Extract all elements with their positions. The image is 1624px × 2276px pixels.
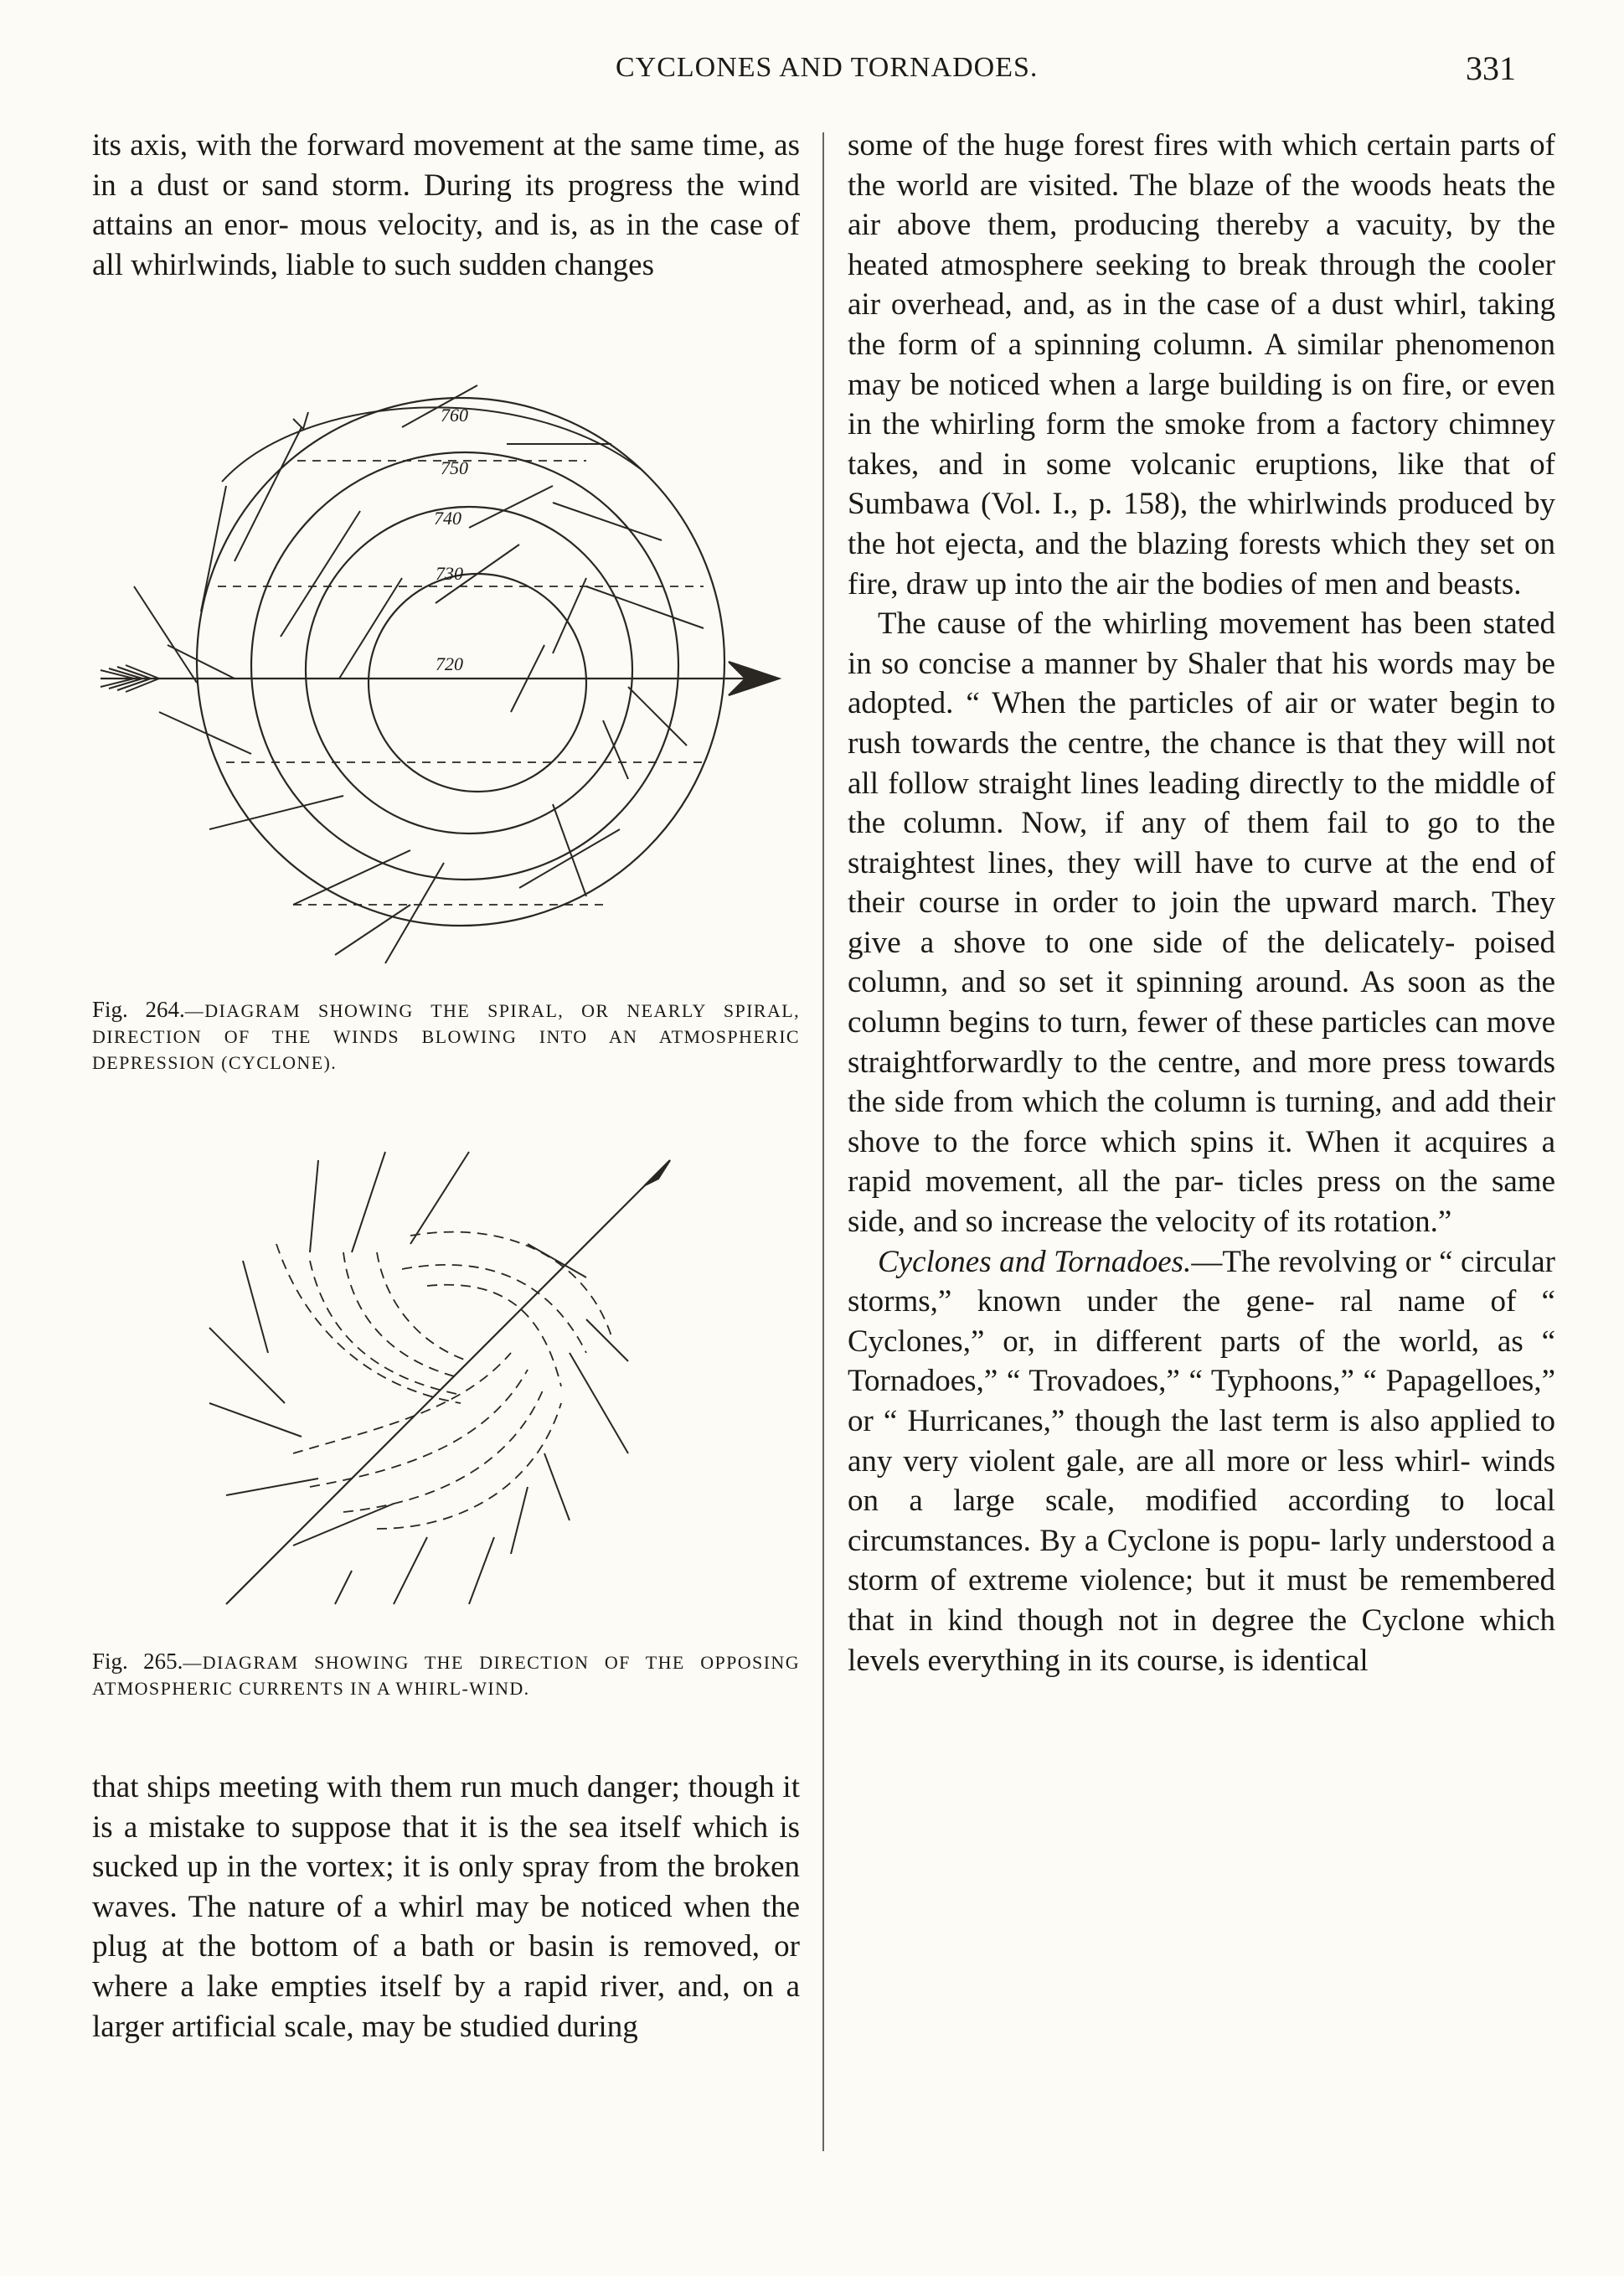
text-line: their shove to the force which spins it. When xyxy=(848,1085,1555,1159)
figure-264-caption xyxy=(92,997,800,1076)
text-line: some of the huge forest fires with which xyxy=(848,128,1367,163)
text-line: order to join the upward march. They xyxy=(1052,885,1555,921)
caption-text: —DIAGRAM SHOWING THE DIRECTION OF THE OPPOSING ATMOSPHERIC CURRENTS IN A WHIRL-WIND. xyxy=(92,1652,800,1699)
running-head xyxy=(0,49,1624,94)
isobar-label: 740 xyxy=(434,508,461,529)
left-top-paragraph xyxy=(92,126,800,285)
text-line: of these particles can move straightforwardly xyxy=(848,1005,1555,1080)
isobar-740 xyxy=(251,452,678,880)
figure-265-caption xyxy=(92,1649,800,1701)
left-column-top-text xyxy=(92,126,800,285)
section-heading-cyclones: Cyclones and Tornadoes. xyxy=(878,1244,1192,1279)
text-line: on fire, draw up into the air the bodies of xyxy=(848,526,1556,601)
text-line: The cause of the whirling movement has xyxy=(878,606,1414,642)
text-line: been stated in so concise a manner by Shaler xyxy=(848,606,1555,681)
text-line: middle of the column. Now, if any of them xyxy=(848,766,1555,841)
text-line: of the world, as “ Tornadoes,” “ Trovadoes,” xyxy=(848,1324,1555,1399)
text-line: in the vortex; it is only spray from the xyxy=(226,1850,714,1885)
text-line: but it must be remembered that in kind xyxy=(848,1563,1555,1638)
isobar-730 xyxy=(306,507,632,834)
text-line: the centre, the chance is that they will not all xyxy=(848,725,1555,801)
text-line: column. A similar phenomenon may be xyxy=(848,327,1556,402)
text-line: follow straight lines leading directly to the xyxy=(888,766,1435,801)
text-line: a factory chimney takes, and in some volcanic xyxy=(848,407,1556,482)
text-line: “ Typhoons,” “ Papagelloes,” or “ Hurricanes,” xyxy=(848,1364,1555,1438)
text-line: particles of air or water begin to rush towards xyxy=(848,686,1555,761)
text-line: to the centre, and more press towards the side xyxy=(848,1045,1555,1120)
text-line: give a shove to one side of the delicately- xyxy=(848,925,1475,960)
figure-265-whirlwind-diagram xyxy=(193,1135,712,1629)
right-paragraph-2 xyxy=(848,604,1555,1242)
running-title: CYCLONES AND TORNADOES. xyxy=(616,52,1039,83)
column-divider xyxy=(822,132,824,2151)
cyclone-isobar-diagram xyxy=(84,360,821,997)
text-line: certain parts of the world are visited. The xyxy=(848,128,1555,203)
caption-lead: Fig. 265. xyxy=(92,1649,183,1674)
text-line: local circumstances. By a Cyclone is popu- xyxy=(848,1484,1555,1558)
text-line: As soon as the column begins to turn, fewer xyxy=(848,965,1556,1040)
caption-lead: Fig. 264. xyxy=(92,997,185,1022)
text-line: larly understood a storm of extreme violence; xyxy=(848,1523,1555,1598)
text-line: dust whirl, taking the form of a spinning xyxy=(848,287,1556,362)
text-line: producing thereby a vacuity, by the heated xyxy=(848,208,1555,282)
text-line: —The revolving xyxy=(1191,1244,1405,1279)
text-line: its axis, with the forward movement at xyxy=(92,128,584,163)
right-paragraph-1 xyxy=(848,126,1555,604)
text-line: even in the whirling form the smoke from xyxy=(848,367,1555,442)
text-line: men and beasts. xyxy=(1324,566,1522,601)
text-line: blaze of the woods heats the air above them, xyxy=(848,168,1555,243)
left-column-bottom-text xyxy=(92,1768,800,2046)
text-line: that it is the sea itself which is sucked up xyxy=(92,1809,801,1885)
text-line: empties itself by a rapid river, and, on a xyxy=(271,1969,801,2004)
text-line: very violent gale, are all more or less whirl- xyxy=(903,1443,1482,1479)
text-line: danger; though it is a mistake to suppose xyxy=(92,1770,800,1845)
text-line: broken waves. The nature of a whirl may be xyxy=(92,1850,800,1924)
isobar-label: 750 xyxy=(441,457,468,478)
text-line: fail to go to the straightest lines, they will xyxy=(848,806,1555,880)
text-line: or “ circular storms,” known under the gene- xyxy=(848,1244,1556,1319)
text-line: atmosphere seeking to break through the xyxy=(941,247,1478,282)
text-line: it acquires a rapid movement, all the par- xyxy=(848,1124,1556,1200)
left-bottom-paragraph xyxy=(92,1768,800,2046)
text-line: 158), the whirlwinds produced by the hot xyxy=(848,487,1555,561)
text-line: levels everything in its course, is identical xyxy=(848,1643,1369,1678)
text-line: ral name of “ Cyclones,” or, in different parts xyxy=(848,1284,1555,1359)
right-paragraph-3 xyxy=(848,1242,1555,1681)
figure-264-cyclone-diagram xyxy=(84,360,821,997)
isobar-720 xyxy=(369,574,586,792)
text-line: eruptions, like that of Sumbawa (Vol. I., p. xyxy=(848,446,1555,522)
whirlwind-current-diagram xyxy=(193,1135,712,1629)
text-line: that his words may be adopted. “ When the xyxy=(848,646,1555,721)
text-line: the velocity of its rotation.” xyxy=(1110,1205,1452,1240)
text-line: from which the column is turning, and add xyxy=(953,1085,1499,1120)
text-line: that ships meeting with them run much xyxy=(92,1770,587,1804)
text-line: though not in degree the Cyclone which xyxy=(1017,1602,1555,1638)
text-line: larger artificial scale, may be studied during xyxy=(92,2009,638,2044)
text-line: have to curve at the end of their course in xyxy=(848,845,1555,921)
text-line: winds on a large scale, modified according to xyxy=(848,1443,1555,1519)
right-column-text xyxy=(848,126,1555,1680)
text-line: During its progress the wind attains an enor- xyxy=(92,168,800,243)
page-number: 331 xyxy=(1466,49,1516,87)
text-line: mous velocity, and is, as in the case of all xyxy=(92,208,800,282)
text-line: noticed when the plug at the bottom of a xyxy=(92,1889,801,1964)
text-line: noticed when a large building is on fire, or xyxy=(948,367,1498,402)
text-line: poised column, and so set it spinning around. xyxy=(848,925,1555,1000)
main-current-axis xyxy=(226,1160,670,1604)
text-line: ticles press on the same side, and so increase xyxy=(848,1164,1555,1240)
text-line: cooler air overhead, and, as in the case of a xyxy=(848,247,1555,323)
isobar-label: 730 xyxy=(436,563,463,584)
text-line: the same time, as in a dust or sand storm. xyxy=(92,128,800,203)
isobar-label: 760 xyxy=(441,405,468,426)
text-line: bath or basin is removed, or where a lake xyxy=(92,1929,800,2004)
isobar-label: 720 xyxy=(436,653,463,674)
text-line: though the last term is also applied to any xyxy=(848,1404,1555,1479)
text-line: ejecta, and the blazing forests which they set xyxy=(945,526,1525,561)
caption-text: —DIAGRAM SHOWING THE SPIRAL, OR NEARLY SPIRAL, DIRECTION OF THE WINDS BLOWING INTO AN ATMOSPHERIC DEPRESSION (CYCLONE). xyxy=(92,1000,800,1073)
text-line: whirlwinds, liable to such sudden changes xyxy=(131,247,655,282)
